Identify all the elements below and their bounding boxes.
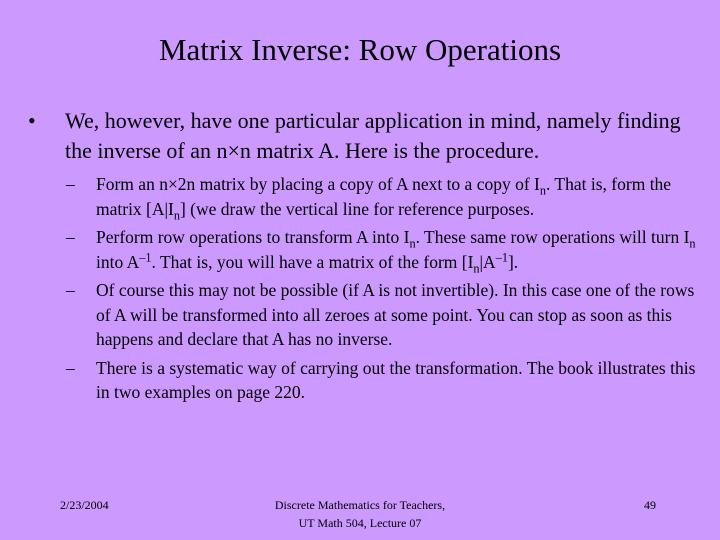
sub-text: into A [96,251,140,272]
superscript: –1 [495,249,508,264]
sub-text: |A [479,251,496,272]
sub-bullet-not-invertible [66,278,696,352]
slide-number: 49 [644,498,656,512]
subscript: n [539,183,546,198]
sub-text: . That is, form the matrix [A|I [96,174,672,219]
sub-text: Perform row operations to transform A into I [96,227,410,247]
slide-title: Matrix Inverse: Row Operations [158,32,562,67]
subscript: n [173,207,180,222]
subscript: n [473,260,480,275]
sub-text: There is a systematic way of carrying out the transformation. The book illustrates this in two examples on page 220. [96,357,696,402]
dash-marker: – [66,357,75,378]
sub-text: ] (we draw the vertical line for reference purposes. [179,198,535,219]
sub-text: Form an n×2n matrix by placing a copy of A next to a copy of I [96,174,540,194]
bullet-marker: • [28,108,36,133]
main-bullet-text: We, however, have one particular application in mind, namely finding the inverse of an n×n matrix A. Here is the procedure. [65,108,681,163]
sub-bullet-list [66,172,696,409]
sub-text: . These same row operations will turn I [415,227,690,247]
subscript: n [689,236,696,251]
main-bullet [28,106,685,166]
footer-date: 2/23/2004 [60,498,109,512]
footer-course-line2: UT Math 504, Lecture 07 [298,516,422,530]
sub-text: Of course this may not be possible (if A is not invertible). In this case one of the rows of A will be transformed into all zeroes at some point. You can stop as soon as this happens and declare that A has no inverse. [96,280,695,349]
sub-bullet-form-matrix [66,172,696,222]
sub-bullet-row-operations [66,225,696,275]
subscript: n [409,236,416,251]
dash-marker: – [66,227,75,247]
sub-text: . That is, you will have a matrix of the form [I [151,251,474,272]
footer-course-line1: Discrete Mathematics for Teachers, [274,498,446,512]
dash-marker: – [66,280,75,300]
dash-marker: – [66,174,75,194]
sub-text: ]. [507,251,519,272]
sub-bullet-systematic-way [66,356,696,405]
superscript: –1 [139,249,152,264]
footer-course [230,496,490,532]
